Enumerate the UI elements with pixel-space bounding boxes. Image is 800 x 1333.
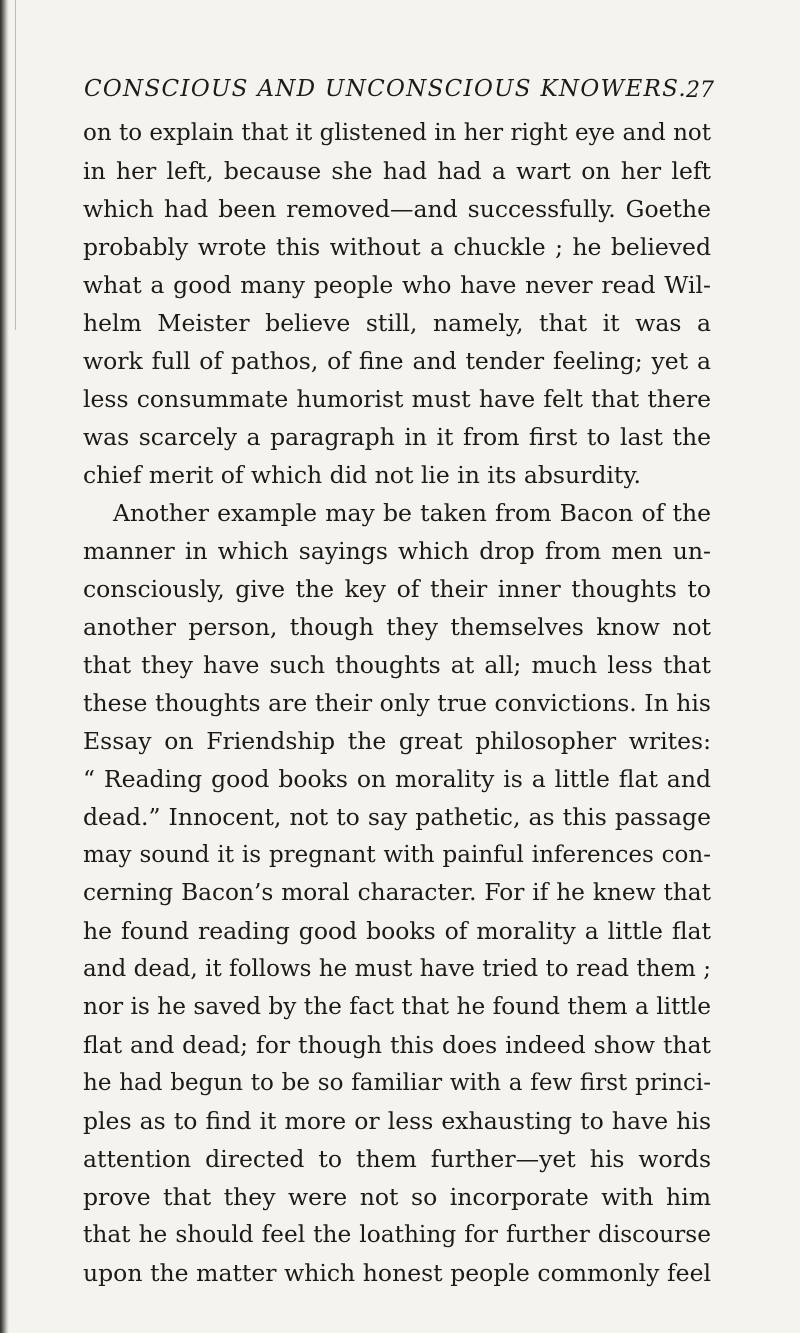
text-line: may sound it is pregnant with painful inferences con- [83,842,711,868]
text-line: he had begun to be so familiar with a few first princi- [83,1070,711,1096]
text-line: chief merit of which did not lie in its absurdity. [83,461,641,489]
text-line: flat and dead; for though this does indeed show that [83,1031,711,1059]
text-line: less consummate humorist must have felt that there [83,385,711,413]
text-line: helm Meister believe still, namely, that it was a [83,309,711,337]
text-line: probably wrote this without a chuckle ; he believed [83,233,711,261]
paragraph-first-line: Another example may be taken from Bacon of the [113,499,711,527]
running-head-title: CONSCIOUS AND UNCONSCIOUS KNOWERS. [84,76,688,102]
page-number: 27 [686,78,714,103]
text-line: dead.” Innocent, not to say pathetic, as this passage [83,803,711,831]
text-line: Essay on Friendship the great philosopher writes: [83,727,711,755]
page-edge-shadow [15,0,16,330]
text-line: ples as to find it more or less exhausting to have his [83,1107,711,1135]
text-line: nor is he saved by the fact that he found them a little [83,993,711,1020]
text-line: “ Reading good books on morality is a little flat and [83,765,711,793]
text-line: work full of pathos, of fine and tender feeling; yet a [83,347,711,375]
page-binding-edge [0,0,9,1333]
text-line: prove that they were not so incorporate with him [83,1183,711,1211]
text-line: and dead, it follows he must have tried to read them ; [83,956,711,982]
text-line: cerning Bacon’s moral character. For if he knew that [83,879,711,906]
text-line: upon the matter which honest people commonly feel [83,1259,711,1287]
text-line: these thoughts are their only true convictions. In his [83,689,711,717]
text-line: attention directed to them further—yet his words [83,1145,711,1173]
text-line: on to explain that it glistened in her right eye and not [83,120,711,146]
text-line: he found reading good books of morality a little flat [83,917,711,945]
text-line: consciously, give the key of their inner thoughts to [83,575,711,603]
text-line: that they have such thoughts at all; much less that [83,651,711,679]
text-line: what a good many people who have never read Wil- [83,271,711,299]
text-line: another person, though they themselves know not [83,613,711,641]
text-line: manner in which sayings which drop from men un- [83,537,711,565]
text-line: which had been removed—and successfully. Goethe [83,195,711,223]
running-head [84,76,714,106]
text-line: was scarcely a paragraph in it from first to last the [83,423,711,451]
text-line: that he should feel the loathing for further discourse [83,1221,711,1248]
text-line: in her left, because she had had a wart on her left [83,157,711,185]
